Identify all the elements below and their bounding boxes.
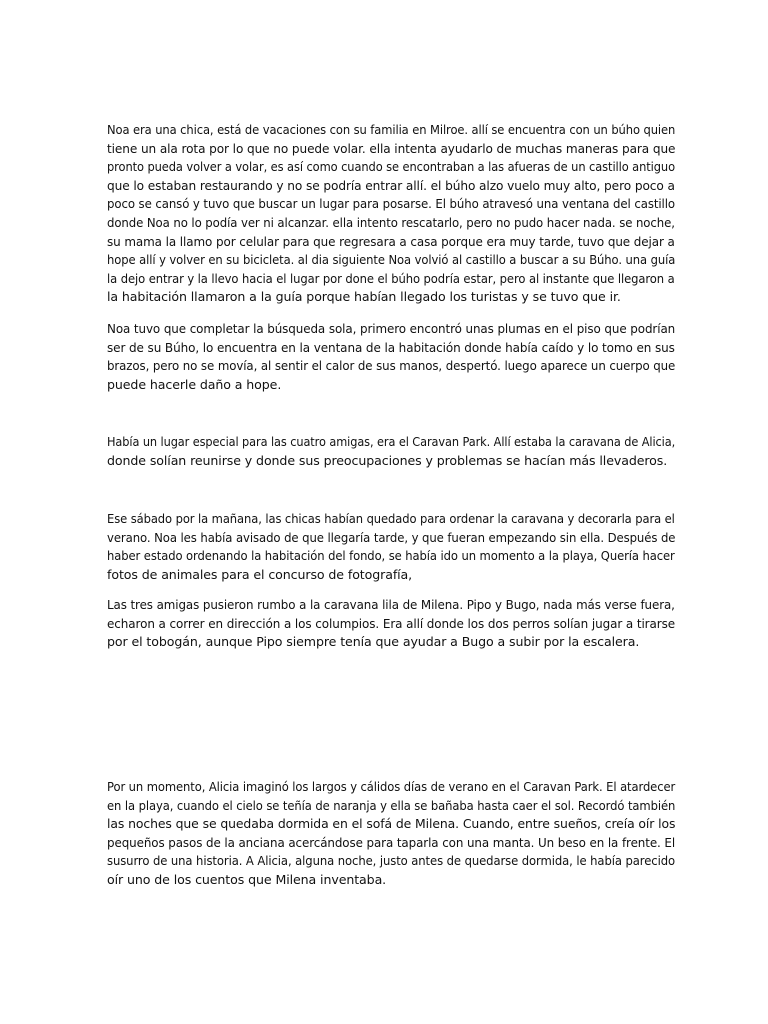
paragraph-5 <box>107 596 676 652</box>
text-line: la habitación llamaron a la guía porque habían llegado los turistas y se tuvo que ir. <box>107 289 621 305</box>
paragraph-1 <box>107 121 676 307</box>
text-line: echaron a correr en dirección a los columpios. Era allí donde los dos perros solían jugar a tirarse <box>107 615 676 631</box>
text-line: pronto pueda volver a volar, es así como cuando se encontraban a las afueras de un castillo antiguo <box>107 159 675 175</box>
paragraph-6 <box>107 778 676 890</box>
text-line: ser de su Búho, lo encuentra en la ventana de la habitación donde había caído y lo tomo en sus <box>107 339 675 355</box>
text-line: puede hacerle daño a hope. <box>107 376 282 392</box>
text-line: haber estado ordenando la habitación del fondo, se había ido un momento a la playa, Quería hacer <box>107 548 675 564</box>
text-line: Noa era una chica, está de vacaciones con su familia en Milroe. allí se encuentra con un búho quien <box>107 122 676 137</box>
paragraph-3 <box>107 433 676 470</box>
text-line: Ese sábado por la mañana, las chicas habían quedado para ordenar la caravana y decorarla para el <box>107 511 675 526</box>
text-line: Por un momento, Alicia imaginó los largos y cálidos días de verano en el Caravan Park. El atardecer <box>107 779 676 794</box>
text-line: que lo estaban restaurando y no se podría entrar allí. el búho alzo vuelo muy alto, pero poco a <box>107 177 675 193</box>
text-line: hope allí y volver en su bicicleta. al dia siguiente Noa volvió al castillo a buscar a su Búho. una guía <box>107 252 676 268</box>
text-line: en la playa, cuando el cielo se teñía de naranja y ella se bañaba hasta caer el sol. Recordó también <box>107 797 676 813</box>
text-line: fotos de animales para el concurso de fotografía, <box>107 566 413 582</box>
text-line: verano. Noa les había avisado de que llegaría tarde, y que fueran empezando sin ella. Después de <box>107 529 676 545</box>
text-line: oír uno de los cuentos que Milena inventaba. <box>107 871 387 887</box>
paragraph-2 <box>107 320 676 394</box>
text-line: Las tres amigas pusieron rumbo a la caravana lila de Milena. Pipo y Bugo, nada más verse fuera, <box>107 597 675 612</box>
paragraph-4 <box>107 510 676 584</box>
text-line: por el tobogán, aunque Pipo siempre tenía que ayudar a Bugo a subir por la escalera. <box>107 634 640 650</box>
text-line: poco se cansó y tuvo que buscar un lugar para posarse. El búho atravesó una ventana del castillo <box>107 196 675 212</box>
text-line: la dejo entrar y la llevo hacia el lugar por done el búho podría estar, pero al instante que llegaron a <box>107 270 675 286</box>
text-line: Noa tuvo que completar la búsqueda sola, primero encontró unas plumas en el piso que podrían <box>107 321 676 336</box>
text-line: su mama la llamo por celular para que regresara a casa porque era muy tarde, tuvo que dejar a <box>107 233 675 249</box>
text-line: Había un lugar especial para las cuatro amigas, era el Caravan Park. Allí estaba la caravana de Alicia, <box>107 434 676 449</box>
text-line: susurro de una historia. A Alicia, alguna noche, justo antes de quedarse dormida, le había parecido <box>107 853 675 869</box>
text-line: tiene un ala rota por lo que no puede volar. ella intenta ayudarlo de muchas maneras para que <box>107 140 676 156</box>
text-line: donde Noa no lo podía ver ni alcanzar. ella intento rescatarlo, pero no pudo hacer nada. se noche, <box>107 214 675 230</box>
text-line: donde solían reunirse y donde sus preocupaciones y problemas se hacían más llevaderos. <box>107 452 668 468</box>
text-line: pequeños pasos de la anciana acercándose para taparla con una manta. Un beso en la frente. El <box>107 834 676 850</box>
text-line: brazos, pero no se movía, al sentir el calor de sus manos, despertó. luego aparece un cuerpo que <box>107 358 676 374</box>
text-line: las noches que se quedaba dormida en el sofá de Milena. Cuando, entre sueños, creía oír los <box>107 816 676 832</box>
